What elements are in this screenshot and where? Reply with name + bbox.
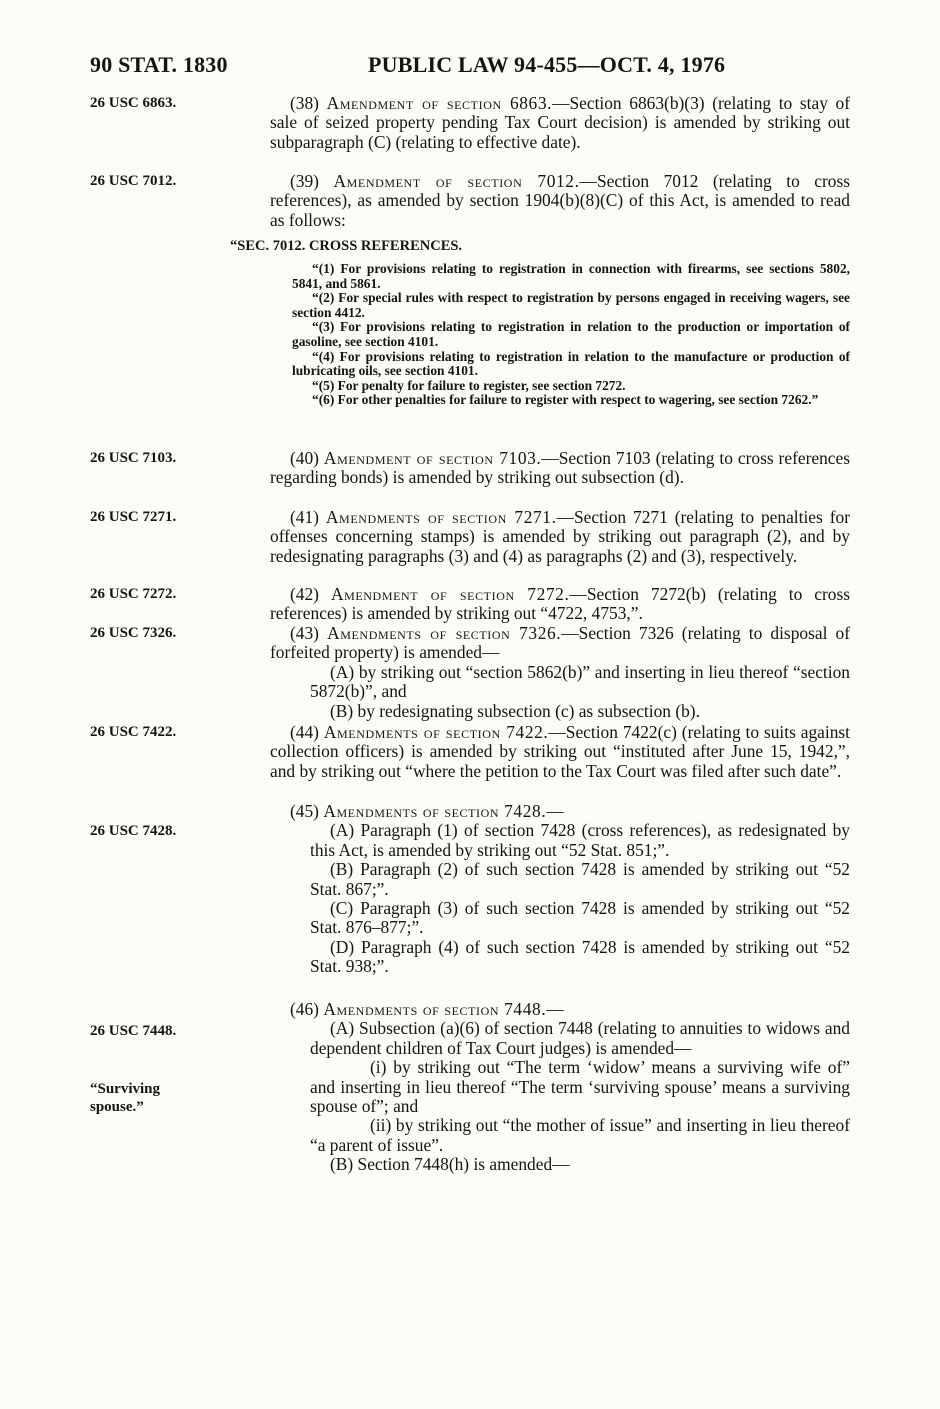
- para-heading: Amendment of section 7012.: [333, 171, 580, 191]
- paragraph-42: [270, 585, 850, 624]
- subparagraph-45-d: (D) Paragraph (4) of such section 7428 is amended by striking out “52 Stat. 938;”.: [310, 936, 850, 977]
- para-heading: Amendments of section 7428.: [323, 801, 547, 821]
- para-number: (41): [290, 507, 326, 527]
- paragraph-38: [270, 94, 850, 152]
- cross-reference-item: “(5) For penalty for failure to register, see section 7272.: [312, 377, 626, 393]
- cross-reference-item: “(1) For provisions relating to registration in connection with firearms, see sections 5802, 5841, and 5861.: [292, 261, 850, 291]
- margin-note-surviving-line1: “Surviving: [90, 1081, 161, 1097]
- margin-note-usc-7448: 26 USC 7448.: [90, 1023, 177, 1039]
- para-heading: Amendments of section 7422.: [323, 722, 549, 742]
- para-text: —Section 7326 (relating to disposal of forfeited property) is amended—: [270, 623, 850, 663]
- subparagraph-46-a: (A) Subsection (a)(6) of section 7448 (relating to annuities to widows and dependent children of Tax Court judges) is amended—: [310, 1018, 850, 1058]
- paragraph-44: [270, 723, 850, 781]
- margin-note-surviving-line2: spouse.”: [90, 1099, 144, 1115]
- margin-note-usc-7272: 26 USC 7272.: [90, 586, 177, 602]
- section-7012-cross-references: [292, 262, 850, 408]
- para-heading: Amendment of section 7103.: [323, 448, 542, 468]
- margin-note-usc-7428: 26 USC 7428.: [90, 823, 177, 839]
- para-dash: —: [546, 801, 564, 821]
- subparagraph-45-b: (B) Paragraph (2) of such section 7428 is amended by striking out “52 Stat. 867;”.: [310, 859, 850, 899]
- margin-note-usc-7012: 26 USC 7012.: [90, 173, 177, 189]
- clause-46-a-ii: (ii) by striking out “the mother of issue” and inserting in lieu thereof “a parent of issue”.: [310, 1115, 850, 1155]
- cross-reference-item: “(3) For provisions relating to registration in relation to the production or importation of gasoline, see section 4101.: [292, 319, 850, 349]
- margin-note-usc-7326: 26 USC 7326.: [90, 625, 177, 641]
- para-text: —Section 7103 (relating to cross references regarding bonds) is amended by striking out subsection (d).: [270, 448, 850, 488]
- section-7012-heading: “SEC. 7012. CROSS REFERENCES.: [230, 238, 463, 254]
- para-text: —Section 7012 (relating to cross references), as amended by section 1904(b)(8)(C) of this Act, is amended to read as follows:: [270, 171, 850, 230]
- margin-note-usc-7271: 26 USC 7271.: [90, 509, 177, 525]
- subparagraph-43-a: (A) by striking out “section 5862(b)” and inserting in lieu thereof “section 5872(b)”, and: [310, 661, 850, 702]
- paragraph-43: [270, 624, 850, 721]
- para-heading: Amendment of section 7272.: [330, 584, 570, 604]
- paragraph-45: [270, 802, 850, 977]
- para-heading: Amendments of section 7271.: [325, 507, 557, 527]
- paragraph-40: [270, 449, 850, 488]
- para-text: —Section 7422(c) (relating to suits against collection officers) is amended by striking out “instituted after June 15, 1942,”, and by striking out “where the petition to the Tax Court was filed after such date”.: [270, 722, 850, 781]
- cross-reference-item: “(4) For provisions relating to registration in relation to the manufacture or production of lubricating oils, see section 4101.: [292, 348, 850, 379]
- para-text: —Section 7271 (relating to penalties for offenses concerning stamps) is amended by striking out paragraph (2), and by redesignating paragraphs (3) and (4) as paragraphs (2) and (3), respectively.: [270, 507, 850, 566]
- page-running-title: PUBLIC LAW 94-455—OCT. 4, 1976: [368, 52, 726, 77]
- subparagraph-45-c: (C) Paragraph (3) of such section 7428 is amended by striking out “52 Stat. 876–877;”.: [310, 898, 850, 938]
- para-heading: Amendment of section 6863.: [326, 93, 553, 113]
- para-number: (44): [290, 722, 324, 742]
- para-heading: Amendments of section 7326.: [327, 623, 562, 643]
- para-number: (40): [290, 448, 324, 468]
- para-heading: Amendments of section 7448.: [323, 999, 547, 1019]
- para-number: (46): [290, 999, 324, 1019]
- subparagraph-45-a: (A) Paragraph (1) of section 7428 (cross references), as redesignated by this Act, is amended by striking out “52 Stat. 851;”.: [310, 820, 850, 860]
- para-number: (45): [290, 801, 324, 821]
- paragraph-39: [270, 172, 850, 230]
- para-dash: —: [546, 999, 564, 1019]
- para-text: —Section 7272(b) (relating to cross references) is amended by striking out “4722, 4753,”.: [270, 584, 851, 624]
- cross-reference-item: “(2) For special rules with respect to registration by persons engaged in receiving wagers, see section 4412.: [292, 290, 850, 320]
- subparagraph-43-b: (B) by redesignating subsection (c) as subsection (b).: [330, 700, 700, 721]
- para-number: (38): [290, 93, 327, 113]
- para-number: (39): [290, 171, 334, 191]
- margin-note-usc-7422: 26 USC 7422.: [90, 724, 177, 740]
- paragraph-46: [270, 1000, 850, 1175]
- cross-reference-item: “(6) For other penalties for failure to register with respect to wagering, see section 7262.”: [312, 392, 819, 408]
- clause-46-a-i: (i) by striking out “The term ‘widow’ means a surviving wife of” and inserting in lieu thereof “The term ‘surviving spouse’ means a surviving spouse of”; and: [310, 1057, 850, 1117]
- page-stat-citation: 90 STAT. 1830: [90, 52, 228, 77]
- para-text: —Section 6863(b)(3) (relating to stay of sale of seized property pending Tax Court decision) is amended by striking out subparagraph (C) (relating to effective date).: [270, 93, 850, 152]
- para-number: (42): [290, 584, 331, 604]
- paragraph-41: [270, 508, 850, 566]
- margin-note-usc-6863: 26 USC 6863.: [90, 95, 177, 111]
- para-number: (43): [290, 623, 328, 643]
- margin-note-usc-7103: 26 USC 7103.: [90, 450, 177, 466]
- subparagraph-46-b: (B) Section 7448(h) is amended—: [330, 1154, 570, 1175]
